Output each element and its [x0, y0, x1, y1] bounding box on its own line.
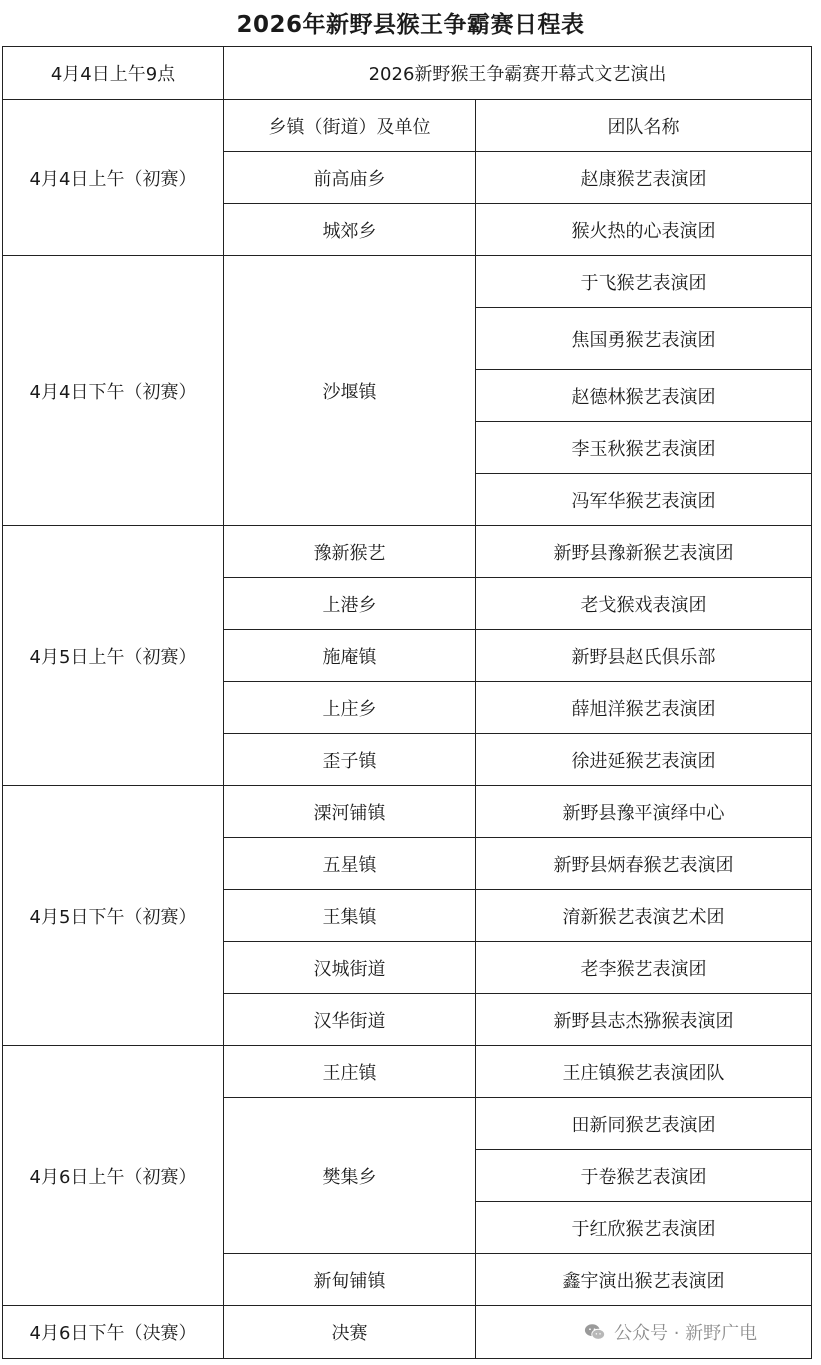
- team-cell: 猴火热的心表演团: [476, 204, 812, 256]
- session-time: 4月4日下午（初赛）: [3, 256, 224, 526]
- team-cell: 新野县豫新猴艺表演团: [476, 526, 812, 578]
- table-row: [3, 786, 812, 838]
- session-time: 4月5日上午（初赛）: [3, 526, 224, 786]
- unit-cell: 王集镇: [224, 890, 476, 942]
- team-cell: 李玉秋猴艺表演团: [476, 422, 812, 474]
- team-cell: 新野县志杰猕猴表演团: [476, 994, 812, 1046]
- header-unit: 乡镇（街道）及单位: [224, 100, 476, 152]
- team-cell: 老李猴艺表演团: [476, 942, 812, 994]
- unit-cell: 沙堰镇: [224, 256, 476, 526]
- table-row: [3, 526, 812, 578]
- opening-event: 2026新野猴王争霸赛开幕式文艺演出: [224, 47, 812, 100]
- final-time: 4月6日下午（决赛）: [3, 1306, 224, 1359]
- team-cell: 冯军华猴艺表演团: [476, 474, 812, 526]
- team-cell: 赵德林猴艺表演团: [476, 370, 812, 422]
- team-cell: 薛旭洋猴艺表演团: [476, 682, 812, 734]
- page-title: 2026年新野县猴王争霸赛日程表: [236, 11, 585, 38]
- team-cell: 于飞猴艺表演团: [476, 256, 812, 308]
- watermark: [584, 1318, 757, 1346]
- wechat-icon: [584, 1321, 606, 1343]
- unit-cell: 汉华街道: [224, 994, 476, 1046]
- team-cell: 鑫宇演出猴艺表演团: [476, 1254, 812, 1306]
- unit-cell: 王庄镇: [224, 1046, 476, 1098]
- team-cell: 焦国勇猴艺表演团: [476, 308, 812, 370]
- unit-cell: 城郊乡: [224, 204, 476, 256]
- unit-cell: 上庄乡: [224, 682, 476, 734]
- unit-cell: 新甸铺镇: [224, 1254, 476, 1306]
- team-cell: 淯新猴艺表演艺术团: [476, 890, 812, 942]
- team-cell: 田新同猴艺表演团: [476, 1098, 812, 1150]
- unit-cell: 溧河铺镇: [224, 786, 476, 838]
- unit-cell: 五星镇: [224, 838, 476, 890]
- team-cell: 于红欣猴艺表演团: [476, 1202, 812, 1254]
- opening-time: 4月4日上午9点: [3, 47, 224, 100]
- team-cell: 于卷猴艺表演团: [476, 1150, 812, 1202]
- unit-cell: 施庵镇: [224, 630, 476, 682]
- team-cell: 王庄镇猴艺表演团队: [476, 1046, 812, 1098]
- team-cell: 新野县炳春猴艺表演团: [476, 838, 812, 890]
- session-time: 4月4日上午（初赛）: [3, 100, 224, 256]
- table-row: [3, 256, 812, 308]
- team-cell: 新野县豫平演绎中心: [476, 786, 812, 838]
- final-label: 决赛: [224, 1306, 476, 1359]
- watermark-text: 公众号 · 新野广电: [614, 1323, 758, 1344]
- unit-cell: 汉城街道: [224, 942, 476, 994]
- unit-cell: 樊集乡: [224, 1098, 476, 1254]
- unit-cell: 上港乡: [224, 578, 476, 630]
- header-row: [3, 100, 812, 152]
- opening-row: [3, 47, 812, 100]
- table-row: [3, 1046, 812, 1098]
- unit-cell: 歪子镇: [224, 734, 476, 786]
- header-team: 团队名称: [476, 100, 812, 152]
- team-cell: 老戈猴戏表演团: [476, 578, 812, 630]
- team-cell: 赵康猴艺表演团: [476, 152, 812, 204]
- team-cell: 徐进延猴艺表演团: [476, 734, 812, 786]
- unit-cell: 前高庙乡: [224, 152, 476, 204]
- session-time: 4月5日下午（初赛）: [3, 786, 224, 1046]
- session-time: 4月6日上午（初赛）: [3, 1046, 224, 1306]
- schedule-table: [2, 46, 812, 1359]
- team-cell: 新野县赵氏俱乐部: [476, 630, 812, 682]
- unit-cell: 豫新猴艺: [224, 526, 476, 578]
